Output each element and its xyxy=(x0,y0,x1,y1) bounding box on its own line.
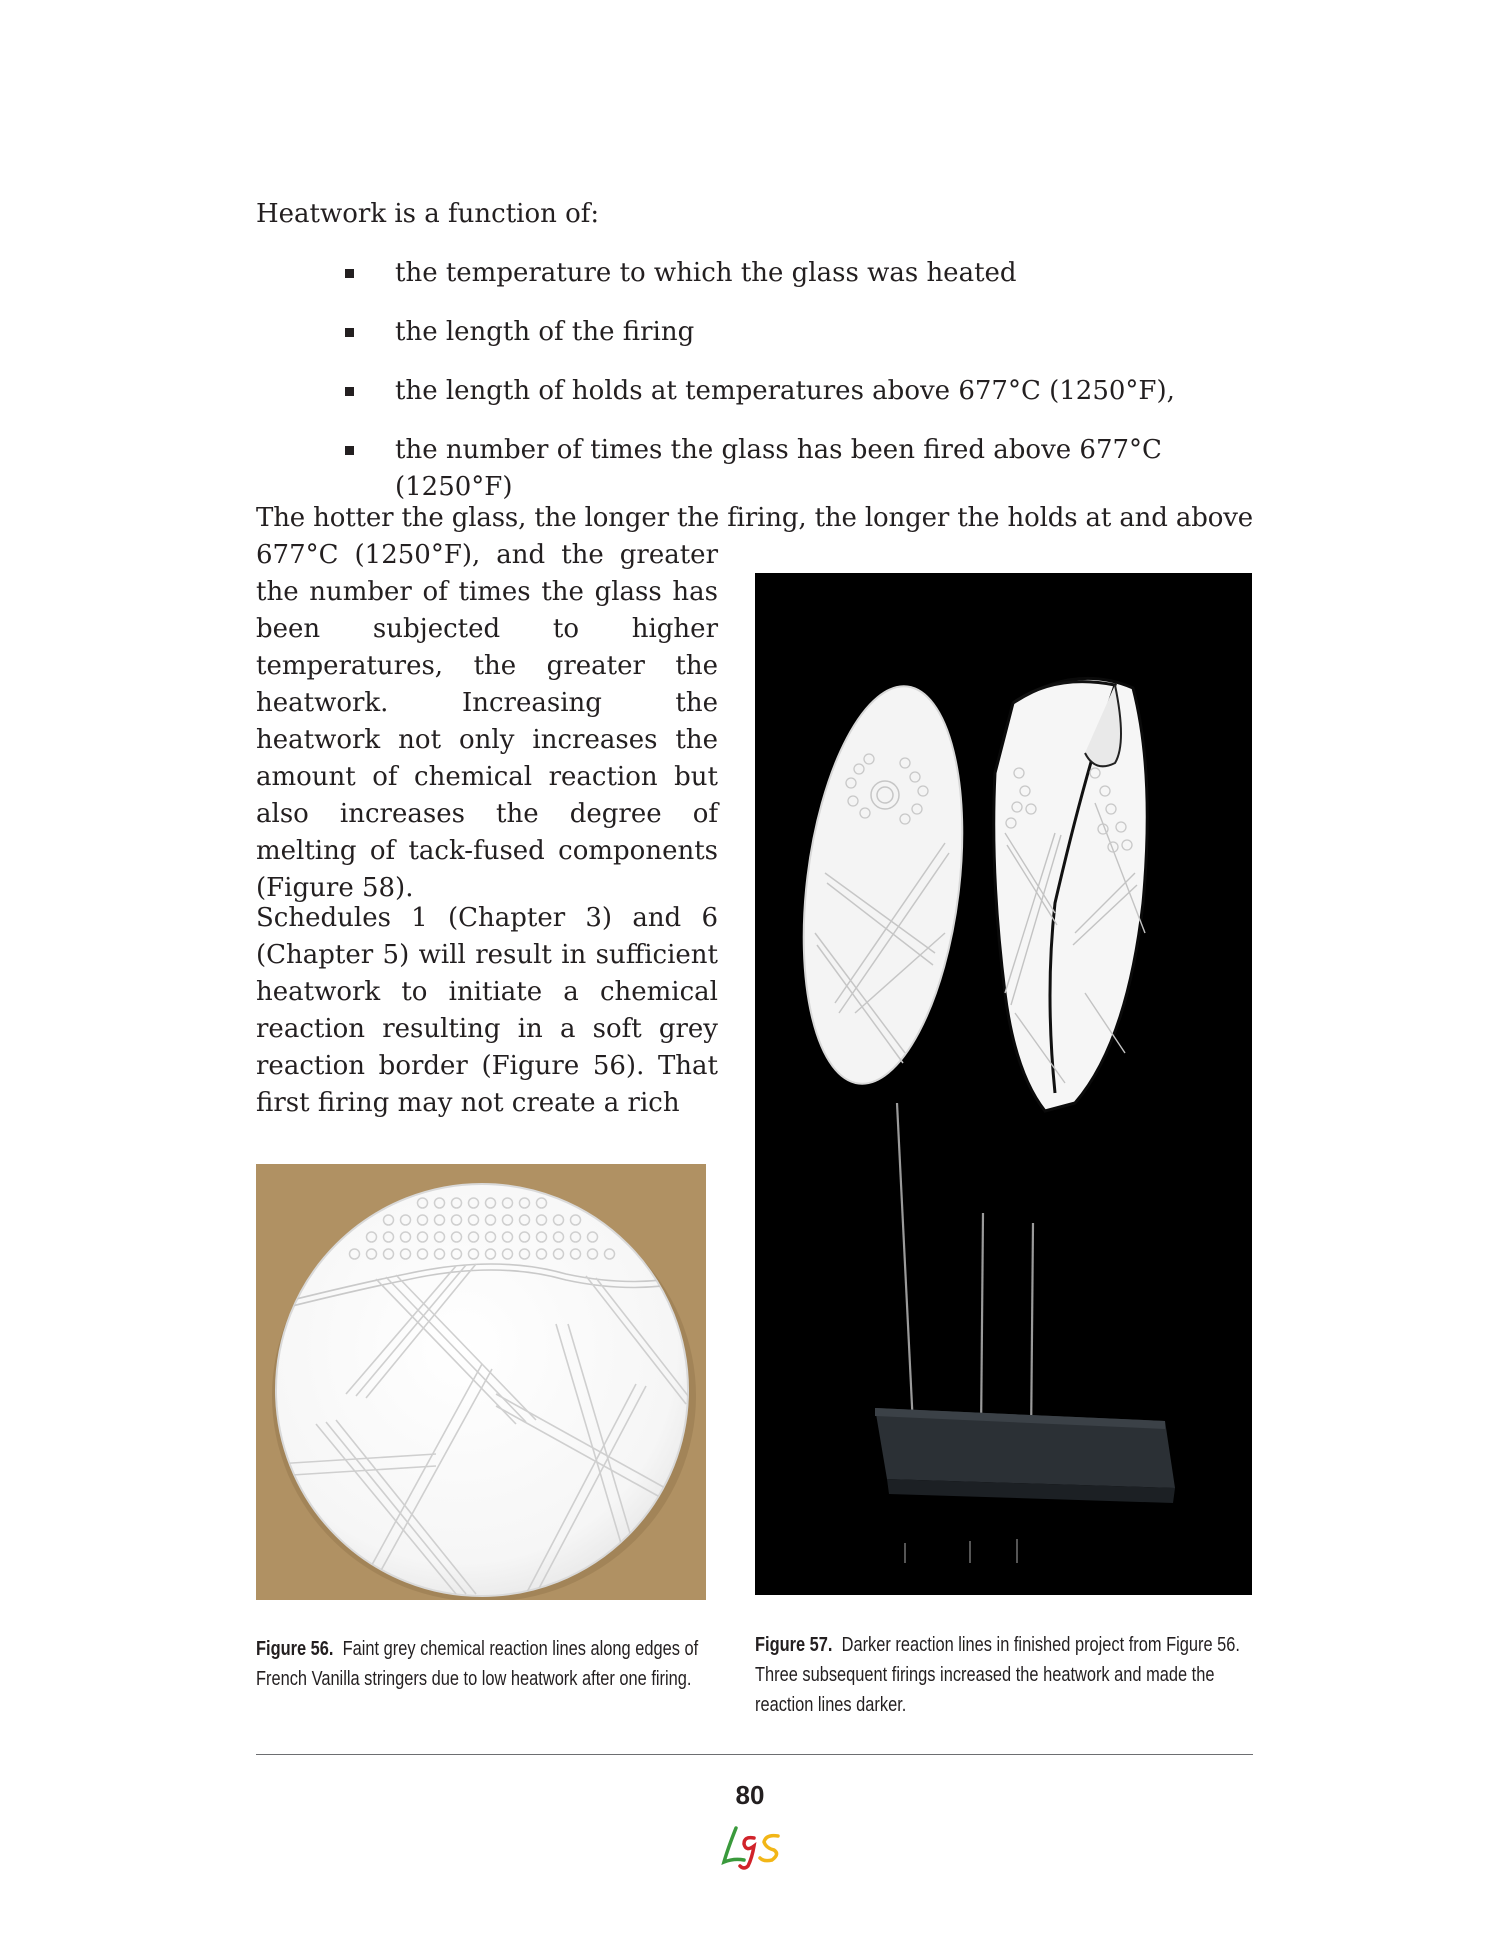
page-number: 80 xyxy=(735,1780,765,1810)
figure-56-label: Figure 56. xyxy=(256,1638,334,1660)
paragraph-heatwork-first-line: The hotter the glass, the longer the firing, the longer the holds at and above xyxy=(256,503,1253,533)
list-item xyxy=(335,255,1265,314)
footer-rule xyxy=(256,1754,1253,1755)
intro-text: Heatwork is a function of: xyxy=(256,199,600,229)
figure-57-label: Figure 57. xyxy=(755,1634,833,1656)
glass-sculpture-image xyxy=(755,573,1252,1595)
list-item-text: the length of the firing xyxy=(395,317,695,347)
figure-56-photo xyxy=(256,1164,706,1600)
figure-56-caption xyxy=(256,1634,726,1694)
heatwork-factor-list xyxy=(335,255,1265,502)
figure-57-photo xyxy=(755,573,1252,1595)
list-item-text: the temperature to which the glass was heated xyxy=(395,258,1017,288)
list-item xyxy=(335,373,1265,432)
list-item-text: the length of holds at temperatures above 677°C (1250°F), xyxy=(395,376,1175,406)
square-bullet-icon xyxy=(345,446,354,455)
list-item xyxy=(335,314,1265,373)
square-bullet-icon xyxy=(345,387,354,396)
paragraph-schedules: Schedules 1 (Chapter 3) and 6 (Chapter 5) will result in sufficient heatwork to initiate a chemical reaction resulting in a soft grey reaction border (Figure 56). That first firing may not create a rich xyxy=(256,903,718,1118)
figure-57-caption-text: Darker reaction lines in finished project from Figure 56. Three subsequent firings increased the heatwork and made the reaction lines darker. xyxy=(755,1634,1240,1716)
glass-disc-image xyxy=(256,1164,706,1600)
paragraph-heatwork-body: 677°C (1250°F), and the greater the number of times the glass has been subjected to higher temperatures, the greater the heatwork. Increasing the heatwork not only increases the amount of chemical reaction but also increases the degree of melting of tack-fused components (Figure 58). xyxy=(256,540,718,903)
square-bullet-icon xyxy=(345,328,354,337)
figure-56-caption-text: Faint grey chemical reaction lines along edges of French Vanilla stringers due to low heatwork after one firing. xyxy=(256,1638,699,1690)
lgs-logo-icon xyxy=(718,1822,788,1872)
figure-57-caption xyxy=(755,1630,1255,1720)
list-item xyxy=(335,432,1265,502)
square-bullet-icon xyxy=(345,269,354,278)
list-item-text: the number of times the glass has been fired above 677°C (1250°F) xyxy=(395,435,1162,502)
